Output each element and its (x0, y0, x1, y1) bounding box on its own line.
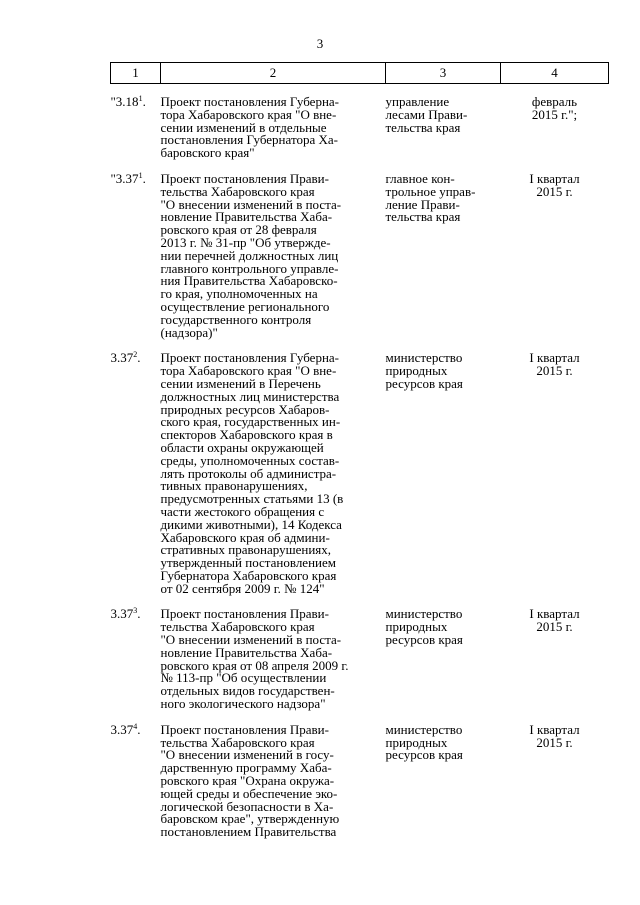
item-executor (385, 721, 501, 852)
item-description-line: тельства Хабаровского края (160, 619, 315, 635)
item-number (111, 84, 161, 173)
column-header-3: 3 (386, 63, 501, 84)
item-description (161, 608, 386, 723)
item-description-line: должностных лиц министерства (160, 388, 340, 404)
item-description-line: Проект постановления Губерна- (160, 94, 339, 109)
item-number-text: 3.37 (110, 606, 134, 622)
item-executor-line: главное кон- (385, 170, 455, 186)
item-description-line: № 113-пр "Об осуществлении (160, 670, 327, 686)
item-deadline-line: 2015 г. (536, 183, 573, 199)
item-description-line: ного экологического надзора" (160, 696, 326, 712)
item-description-line: постановления Губернатора Ха- (160, 132, 338, 148)
column-header-1: 1 (111, 63, 161, 84)
item-description-line: Губернатора Хабаровского края (160, 567, 337, 583)
item-number-superscript: 2 (133, 350, 138, 360)
table-row (111, 724, 609, 852)
item-description-line: Хабаровского края об админи- (160, 529, 330, 545)
item-description-line: Проект постановления Губерна- (160, 350, 339, 366)
item-number-text: 3.37 (110, 721, 134, 737)
plan-table (110, 62, 609, 852)
item-description-line: ровского края от 28 февраля (160, 222, 317, 238)
item-deadline-line: 2015 г. (536, 734, 573, 750)
item-number-dot: . (142, 170, 146, 186)
item-description-line: среды, уполномоченных состав- (160, 452, 340, 468)
item-description-line: новление Правительства Хаба- (160, 209, 333, 225)
item-number-superscript: 4 (133, 721, 138, 731)
page-number: 3 (316, 36, 324, 51)
item-executor-line: министерство (385, 350, 463, 366)
item-description-line: ющей среды и обеспечение эко- (160, 785, 338, 801)
table-row (111, 608, 609, 723)
item-description-line: баровском крае", утвержденную (160, 811, 340, 827)
item-description-line: "О внесении изменений в госу- (160, 747, 334, 763)
item-deadline-line: I квартал (529, 170, 580, 186)
item-deadline-line: 2015 г. (536, 619, 573, 635)
item-description-line: части жестокого обращения с (160, 503, 325, 519)
item-executor-line: природных (385, 734, 448, 750)
item-description-line: баровского края" (160, 145, 255, 161)
item-number-dot: . (137, 721, 141, 737)
item-description (160, 170, 386, 352)
item-executor-line: тельства края (385, 209, 461, 225)
item-description-line: тивных правонарушениях, (160, 478, 308, 494)
item-executor-line: ресурсов края (385, 747, 463, 763)
item-description-line: Проект постановления Прави- (160, 606, 329, 622)
item-description-line: 2013 г. № 31-пр "Об утвержде- (160, 234, 331, 250)
item-executor-line: природных (385, 363, 448, 379)
item-deadline (501, 352, 609, 608)
item-description-line: новление Правительства Хаба- (160, 644, 333, 660)
item-deadline-line: I квартал (529, 606, 580, 622)
item-description-line: тельства Хабаровского края (160, 183, 315, 199)
item-description-line: логической безопасности в Ха- (160, 798, 334, 814)
item-number (110, 721, 161, 852)
item-description-line: ровского края "Охрана окружа- (160, 773, 335, 789)
table-header-row (111, 63, 609, 84)
item-description-line: сении изменений в отдельные (160, 119, 327, 135)
item-number (110, 170, 161, 352)
item-description-line: ния Правительства Хабаровско- (160, 273, 338, 289)
item-description-line: утвержденный постановлением (160, 555, 336, 571)
item-description-line: сении изменений в Перечень (160, 375, 321, 391)
item-description-line: постановлением Правительства (160, 824, 337, 840)
table-row (111, 173, 609, 352)
item-description-line: Проект постановления Прави- (160, 170, 329, 186)
item-number (111, 352, 161, 608)
item-description-line: природных ресурсов Хабаров- (160, 401, 330, 417)
item-description-line: го края, уполномоченных на (160, 286, 318, 302)
item-description-line: "О внесении изменений в поста- (160, 632, 342, 648)
item-executor-line: ресурсов края (385, 632, 463, 648)
item-description-line: (надзора)" (160, 324, 218, 340)
item-description-line: спекторов Хабаровского края в (160, 427, 333, 443)
item-number (111, 608, 161, 723)
item-executor-line: трольное управ- (385, 183, 476, 199)
item-description-line: тора Хабаровского края "О вне- (160, 363, 337, 379)
item-number-superscript: 1 (138, 94, 143, 103)
item-description (161, 352, 386, 608)
item-number-superscript: 3 (133, 606, 138, 616)
item-description-line: области охраны окружающей (160, 439, 324, 455)
item-deadline (501, 721, 609, 852)
item-executor (385, 170, 501, 352)
item-number-dot: . (142, 94, 146, 109)
item-executor-line: министерство (385, 721, 463, 737)
table-row (111, 84, 609, 173)
item-description-line: государственного контроля (160, 311, 312, 327)
item-executor-line: природных (385, 619, 448, 635)
item-deadline (501, 608, 609, 723)
item-description-line: нии перечней должностных лиц (160, 247, 339, 263)
item-description-line: лять протоколы об администра- (160, 465, 337, 481)
item-description-line: дарственную программу Хаба- (160, 760, 332, 776)
item-executor-line: управление (385, 94, 450, 109)
item-deadline-line: I квартал (529, 721, 580, 737)
item-deadline-line: I квартал (529, 350, 580, 366)
item-description (161, 84, 386, 173)
item-deadline (501, 170, 609, 352)
item-executor-line: тельства края (385, 119, 461, 135)
item-number-text: "3.18 (110, 94, 139, 109)
item-description-line: Проект постановления Прави- (160, 721, 329, 737)
item-executor (386, 84, 501, 173)
item-deadline-line: 2015 г. (536, 363, 573, 379)
item-description-line: предусмотренных статьями 13 (в (160, 491, 344, 507)
item-number-text: 3.37 (110, 350, 134, 366)
item-description-line: осуществление регионального (160, 298, 330, 314)
item-executor (386, 608, 501, 723)
column-header-4: 4 (501, 63, 609, 84)
item-executor-line: ресурсов края (385, 375, 463, 391)
item-deadline (501, 84, 609, 173)
item-description-line: ровского края от 08 апреля 2009 г. (160, 657, 349, 673)
item-description-line: главного контрольного управле- (160, 260, 339, 276)
item-number-text: "3.37 (110, 170, 139, 186)
item-number-superscript: 1 (138, 170, 143, 180)
item-description-line: тора Хабаровского края "О вне- (160, 106, 337, 122)
column-header-2: 2 (161, 63, 386, 84)
item-number-dot: . (137, 350, 141, 366)
item-deadline-line: февраль (531, 94, 578, 109)
item-description-line: "О внесении изменений в поста- (160, 196, 342, 212)
item-description-line: от 02 сентября 2009 г. № 124" (160, 580, 325, 596)
item-executor (386, 352, 501, 608)
item-description-line: отдельных видов государствен- (160, 683, 335, 699)
item-description-line: стративных правонарушениях, (160, 542, 332, 558)
item-number-dot: . (137, 606, 141, 622)
item-executor-line: министерство (385, 606, 463, 622)
item-executor-line: лесами Прави- (385, 106, 468, 122)
item-description-line: ского края, государственных ин- (160, 414, 341, 430)
item-description-line: тельства Хабаровского края (160, 734, 315, 750)
table-body (111, 84, 609, 853)
item-description (160, 721, 386, 852)
item-description-line: дикими животными), 14 Кодекса (160, 516, 342, 532)
item-deadline-line: 2015 г."; (531, 106, 578, 122)
table-row (111, 352, 609, 608)
item-executor-line: ление Прави- (385, 196, 460, 212)
